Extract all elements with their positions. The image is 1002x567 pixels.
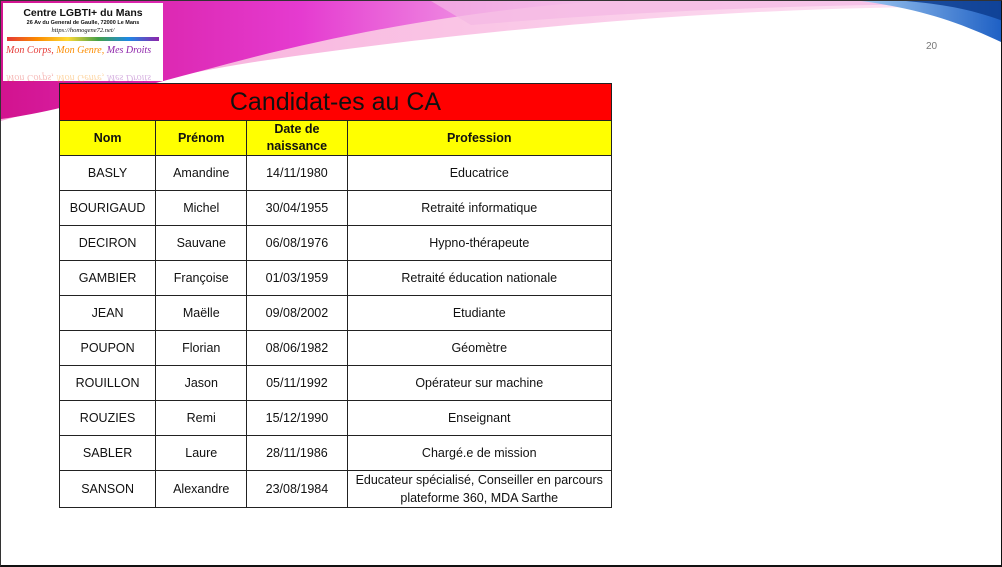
table-row [60, 436, 612, 471]
cell-profession: Chargé.e de mission [347, 436, 612, 471]
header-date: Date de naissance [247, 121, 347, 156]
candidates-table [59, 83, 612, 508]
table-row [60, 191, 612, 226]
logo-title: Centre LGBTI+ du Mans [23, 7, 143, 19]
table-row [60, 296, 612, 331]
cell-profession: Retraité éducation nationale [347, 261, 612, 296]
cell-profession: Educateur spécialisé, Conseiller en parcours plateforme 360, MDA Sarthe [347, 471, 612, 508]
cell-date: 28/11/1986 [247, 436, 347, 471]
cell-prenom: Amandine [156, 156, 247, 191]
cell-nom: JEAN [60, 296, 156, 331]
table-title: Candidat-es au CA [60, 84, 612, 121]
cell-nom: GAMBIER [60, 261, 156, 296]
slogan-part-1: Mon Corps, [6, 45, 57, 56]
cell-date: 30/04/1955 [247, 191, 347, 226]
cell-nom: ROUILLON [60, 366, 156, 401]
table-row [60, 401, 612, 436]
organization-logo [3, 3, 163, 81]
page-number: 20 [926, 41, 938, 52]
logo-address: 26 Av du General de Gaulle, 72000 Le Mans [26, 20, 140, 26]
slogan-part-3: Mes Droits [106, 45, 152, 56]
cell-prenom: Michel [156, 191, 247, 226]
cell-nom: ROUZIES [60, 401, 156, 436]
cell-profession: Géomètre [347, 331, 612, 366]
cell-date: 14/11/1980 [247, 156, 347, 191]
cell-prenom: Jason [156, 366, 247, 401]
cell-date: 23/08/1984 [247, 471, 347, 508]
cell-prenom: Sauvane [156, 226, 247, 261]
cell-prenom: Florian [156, 331, 247, 366]
cell-profession: Enseignant [347, 401, 612, 436]
cell-prenom: Alexandre [156, 471, 247, 508]
cell-nom: POUPON [60, 331, 156, 366]
logo-url: https://homogene72.net/ [51, 27, 115, 34]
cell-date: 08/06/1982 [247, 331, 347, 366]
cell-profession: Retraité informatique [347, 191, 612, 226]
cell-prenom: Remi [156, 401, 247, 436]
header-prenom: Prénom [156, 121, 247, 156]
table-row [60, 156, 612, 191]
logo-slogan-reflection: Mon Corps, Mon Genre, Mes Droits [6, 72, 152, 83]
cell-date: 06/08/1976 [247, 226, 347, 261]
table-row [60, 366, 612, 401]
table-title-row [60, 84, 612, 121]
cell-prenom: Maëlle [156, 296, 247, 331]
cell-prenom: Laure [156, 436, 247, 471]
cell-prenom: Françoise [156, 261, 247, 296]
cell-profession: Etudiante [347, 296, 612, 331]
cell-nom: DECIRON [60, 226, 156, 261]
cell-date: 05/11/1992 [247, 366, 347, 401]
table-row [60, 226, 612, 261]
cell-profession: Opérateur sur machine [347, 366, 612, 401]
cell-profession: Educatrice [347, 156, 612, 191]
cell-nom: SANSON [60, 471, 156, 508]
rainbow-stripe [7, 37, 159, 41]
header-nom: Nom [60, 121, 156, 156]
table-row [60, 471, 612, 508]
logo-slogan [3, 45, 163, 56]
table-header-row [60, 121, 612, 156]
cell-date: 01/03/1959 [247, 261, 347, 296]
cell-date: 15/12/1990 [247, 401, 347, 436]
cell-date: 09/08/2002 [247, 296, 347, 331]
table-row [60, 261, 612, 296]
slogan-part-2: Mon Genre, [56, 45, 107, 56]
cell-nom: SABLER [60, 436, 156, 471]
table-row [60, 331, 612, 366]
cell-nom: BASLY [60, 156, 156, 191]
header-profession: Profession [347, 121, 612, 156]
cell-nom: BOURIGAUD [60, 191, 156, 226]
cell-profession: Hypno-thérapeute [347, 226, 612, 261]
